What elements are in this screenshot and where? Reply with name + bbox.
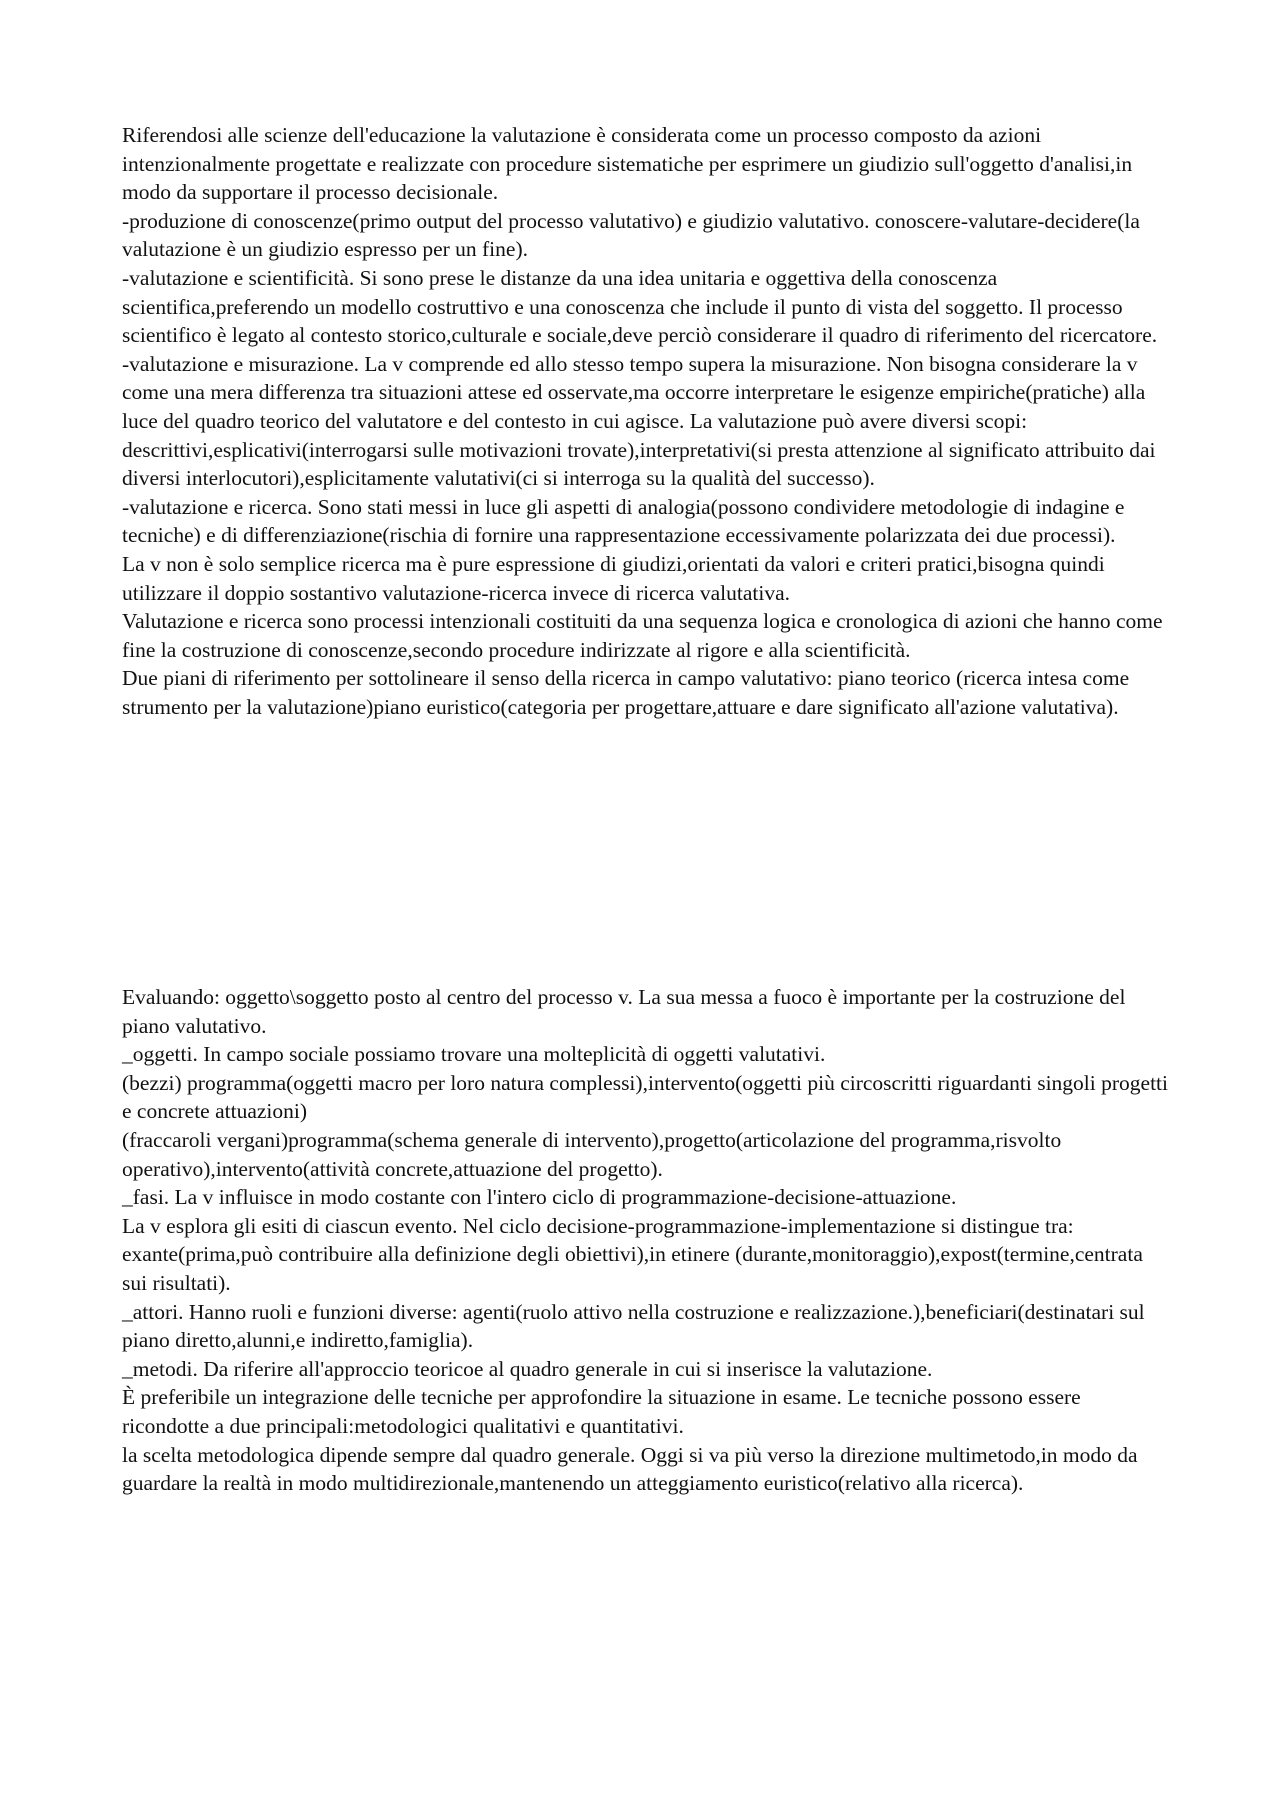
paragraph: Due piani di riferimento per sottolineare il senso della ricerca in campo valutativo: piano teorico (ricerca intesa come strumento per la valutazione)piano euristico(categoria per progettare,attuare e dare significato all'azione valutativa).: [122, 666, 1130, 719]
paragraph: -valutazione e misurazione. La v comprende ed allo stesso tempo supera la misurazione. Non bisogna considerare la v come una mera differenza tra situazioni attese ed osservate,ma occorre interpretare le esigenze empiriche(pratiche) alla luce del quadro teorico del valutatore e del contesto in cui agisce. La valutazione può avere diversi scopi: descrittivi,esplicativi(interrogarsi sulle motivazioni trovate),interpretativi(si presta attenzione al significato attribuito dai diversi interlocutori),esplicitamente valutativi(ci si interroga su la qualità del successo).: [122, 351, 1156, 491]
paragraph: -valutazione e scientificità. Si sono prese le distanze da una idea unitaria e oggettiva della conoscenza scientifica,preferendo un modello costruttivo e una conoscenza che include il punto di vista del soggetto. Il processo scientifico è legato al contesto storico,culturale e sociale,deve perciò considerare il quadro di riferimento del ricercatore.: [122, 265, 1158, 348]
text-section-evaluation-research: [122, 121, 1172, 721]
paragraph: La v non è solo semplice ricerca ma è pure espressione di giudizi,orientati da valori e criteri pratici,bisogna quindi utilizzare il doppio sostantivo valutazione-ricerca invece di ricerca valutativa.: [122, 551, 1105, 605]
paragraph: _attori. Hanno ruoli e funzioni diverse: agenti(ruolo attivo nella costruzione e realizzazione.),beneficiari(destinatari sul piano diretto,alunni,e indiretto,famiglia).: [122, 1299, 1145, 1353]
paragraph: È preferibile un integrazione delle tecniche per approfondire la situazione in esame. Le tecniche possono essere ricondotte a due principali:metodologici qualitativi e quantitativi.: [122, 1385, 1081, 1438]
paragraph: la scelta metodologica dipende sempre dal quadro generale. Oggi si va più verso la direzione multimetodo,in modo da guardare la realtà in modo multidirezionale,mantenendo un atteggiamento euristico(relativo alla ricerca).: [122, 1442, 1138, 1496]
paragraph: _metodi. Da riferire all'approccio teoricoe al quadro generale in cui si inserisce la valutazione.: [122, 1356, 933, 1381]
paragraph: Evaluando: oggetto\soggetto posto al centro del processo v. La sua messa a fuoco è importante per la costruzione del piano valutativo.: [122, 985, 1126, 1038]
paragraph: Riferendosi alle scienze dell'educazione la valutazione è considerata come un processo composto da azioni intenzionalmente progettate e realizzate con procedure sistematiche per esprimere un giudizio sull'oggetto d'analisi,in modo da supportare il processo decisionale.: [122, 123, 1133, 205]
paragraph: La v esplora gli esiti di ciascun evento. Nel ciclo decisione-programmazione-implementazione si distingue tra: exante(prima,può contribuire alla definizione degli obiettivi),in etinere (durante,monitoraggio),expost(termine,centrata sui risultati).: [122, 1213, 1143, 1295]
text-section-evaluando: [122, 983, 1172, 1498]
paragraph: -valutazione e ricerca. Sono stati messi in luce gli aspetti di analogia(possono condividere metodologie di indagine e tecniche) e di differenziazione(rischia di fornire una rappresentazione eccessivamente polarizzata dei due processi).: [122, 494, 1125, 548]
paragraph: Valutazione e ricerca sono processi intenzionali costituiti da una sequenza logica e cronologica di azioni che hanno come fine la costruzione di conoscenze,secondo procedure indirizzate al rigore e alla scientificità.: [122, 609, 1163, 662]
paragraph: -produzione di conoscenze(primo output del processo valutativo) e giudizio valutativo. conoscere-valutare-decidere(la valutazione è un giudizio espresso per un fine).: [122, 208, 1140, 262]
paragraph: _fasi. La v influisce in modo costante con l'intero ciclo di programmazione-decisione-attuazione.: [122, 1185, 957, 1210]
paragraph: (fraccaroli vergani)programma(schema generale di intervento),progetto(articolazione del programma,risvolto operativo),intervento(attività concrete,attuazione del progetto).: [122, 1127, 1062, 1181]
paragraph: (bezzi) programma(oggetti macro per loro natura complessi),intervento(oggetti più circoscritti riguardanti singoli progetti e concrete attuazioni): [122, 1070, 1168, 1124]
paragraph: _oggetti. In campo sociale possiamo trovare una molteplicità di oggetti valutativi.: [122, 1042, 826, 1067]
